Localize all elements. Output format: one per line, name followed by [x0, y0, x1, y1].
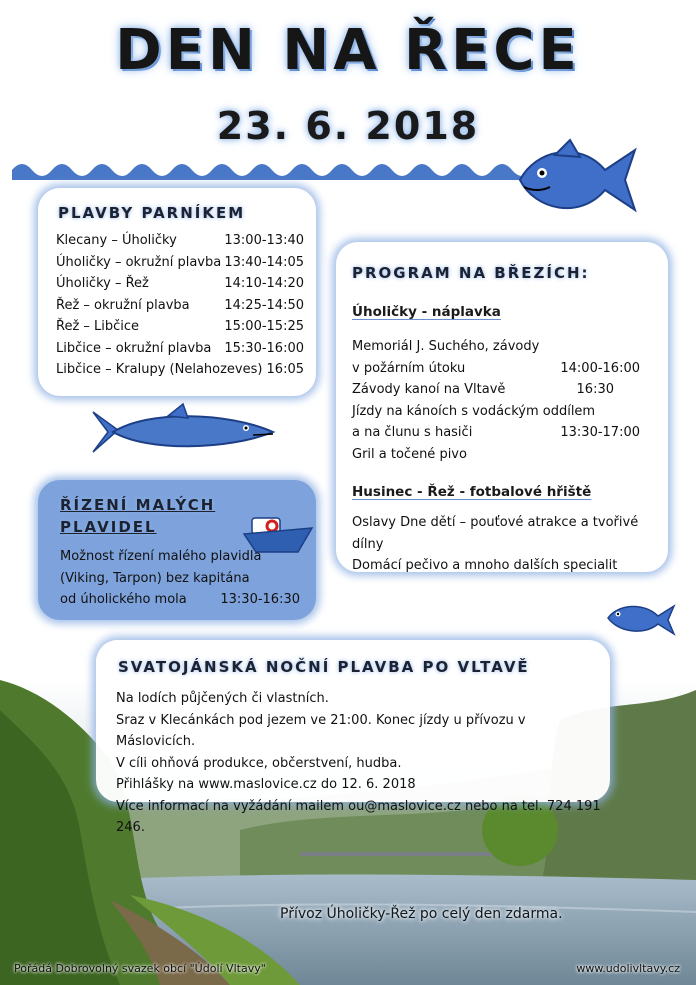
night-cruise-text — [116, 688, 606, 839]
night-cruise-line: Přihlášky na www.maslovice.cz do 12. 6. 2018 — [116, 777, 416, 792]
ferry-note: Přívoz Úholičky-Řež po celý den zdarma. — [280, 906, 563, 922]
program-line: a na člunu s hasiči 13:30-17:00 — [352, 425, 640, 440]
program-line: Jízdy na kánoích s vodáckým oddílem — [352, 403, 596, 419]
uholicky-program-list — [352, 336, 640, 465]
night-cruise-title: SVATOJÁNSKÁ NOČNÍ PLAVBA PO VLTAVĚ — [118, 658, 530, 676]
fish-icon — [510, 135, 640, 225]
program-line: Závody kanoí na Vltavě 16:30 — [352, 382, 614, 397]
small-boats-line: Možnost řízení malého plavidla — [60, 549, 262, 564]
small-boats-line: (Viking, Tarpon) bez kapitána — [60, 570, 250, 586]
steamboat-schedule-panel — [38, 188, 316, 396]
schedule-row: Klecany – Úholičky 13:00-13:40 — [56, 233, 304, 248]
program-line: Oslavy Dne dětí – pouťové atrakce a tvořivé dílny — [352, 515, 639, 552]
night-cruise-line: V cíli ohňová produkce, občerstvení, hudba. — [116, 755, 402, 771]
section-heading-uholicky: Úholičky - náplavka — [352, 304, 501, 320]
riverbank-program-panel — [336, 242, 668, 572]
schedule-row: Úholičky – okružní plavba 13:40-14:05 — [56, 254, 304, 270]
small-boats-line: od úholického mola 13:30-16:30 — [60, 592, 300, 607]
husinec-program-list — [352, 512, 662, 577]
website-link[interactable]: www.udolivltavy.cz — [576, 962, 680, 975]
schedule-row: Libčice – Kralupy (Nelahozeves) 16:05 — [56, 362, 304, 377]
steamboat-schedule-list — [56, 230, 304, 381]
small-boats-title: ŘÍZENÍ MALÝCH PLAVIDEL — [60, 496, 216, 536]
small-fish-icon — [604, 598, 676, 638]
schedule-row: Libčice – okružní plavba 15:30-16:00 — [56, 340, 304, 356]
program-line: v požárním útoku 14:00-16:00 — [352, 360, 640, 376]
event-date: 23. 6. 2018 — [216, 104, 480, 148]
schedule-row: Řež – Libčice 15:00-15:25 — [56, 319, 304, 334]
night-cruise-line: Sraz v Klecánkách pod jezem ve 21:00. Konec jízdy u přívozu v Máslovicích. — [116, 712, 526, 749]
night-cruise-panel — [96, 640, 610, 835]
night-cruise-line: Více informací na vyžádání mailem ou@maslovice.cz nebo na tel. 724 191 246. — [116, 798, 601, 835]
riverbank-program-title: PROGRAM NA BŘEZÍCH: — [352, 264, 590, 282]
program-line: Gril a točené pivo — [352, 446, 467, 462]
schedule-row: Úholičky – Řež 14:10-14:20 — [56, 276, 304, 291]
section-heading-husinec: Husinec - Řež - fotbalové hřiště — [352, 484, 592, 500]
night-cruise-line: Na lodích půjčených či vlastních. — [116, 691, 329, 706]
small-boats-panel — [38, 480, 316, 620]
program-line: Memoriál J. Suchého, závody — [352, 339, 540, 354]
waves-decoration — [12, 150, 532, 180]
schedule-row: Řež – okružní plavba 14:25-14:50 — [56, 297, 304, 313]
steamboat-schedule-title: PLAVBY PARNÍKEM — [58, 204, 246, 222]
program-line: Domácí pečivo a mnoho dalších specialit — [352, 558, 618, 573]
small-boats-text — [60, 546, 300, 611]
organizer-credit: Pořádá Dobrovolný svazek obcí "Údolí Vltavy" — [14, 962, 266, 975]
long-fish-icon — [88, 402, 278, 462]
page-title: DEN NA ŘECE — [115, 18, 581, 83]
